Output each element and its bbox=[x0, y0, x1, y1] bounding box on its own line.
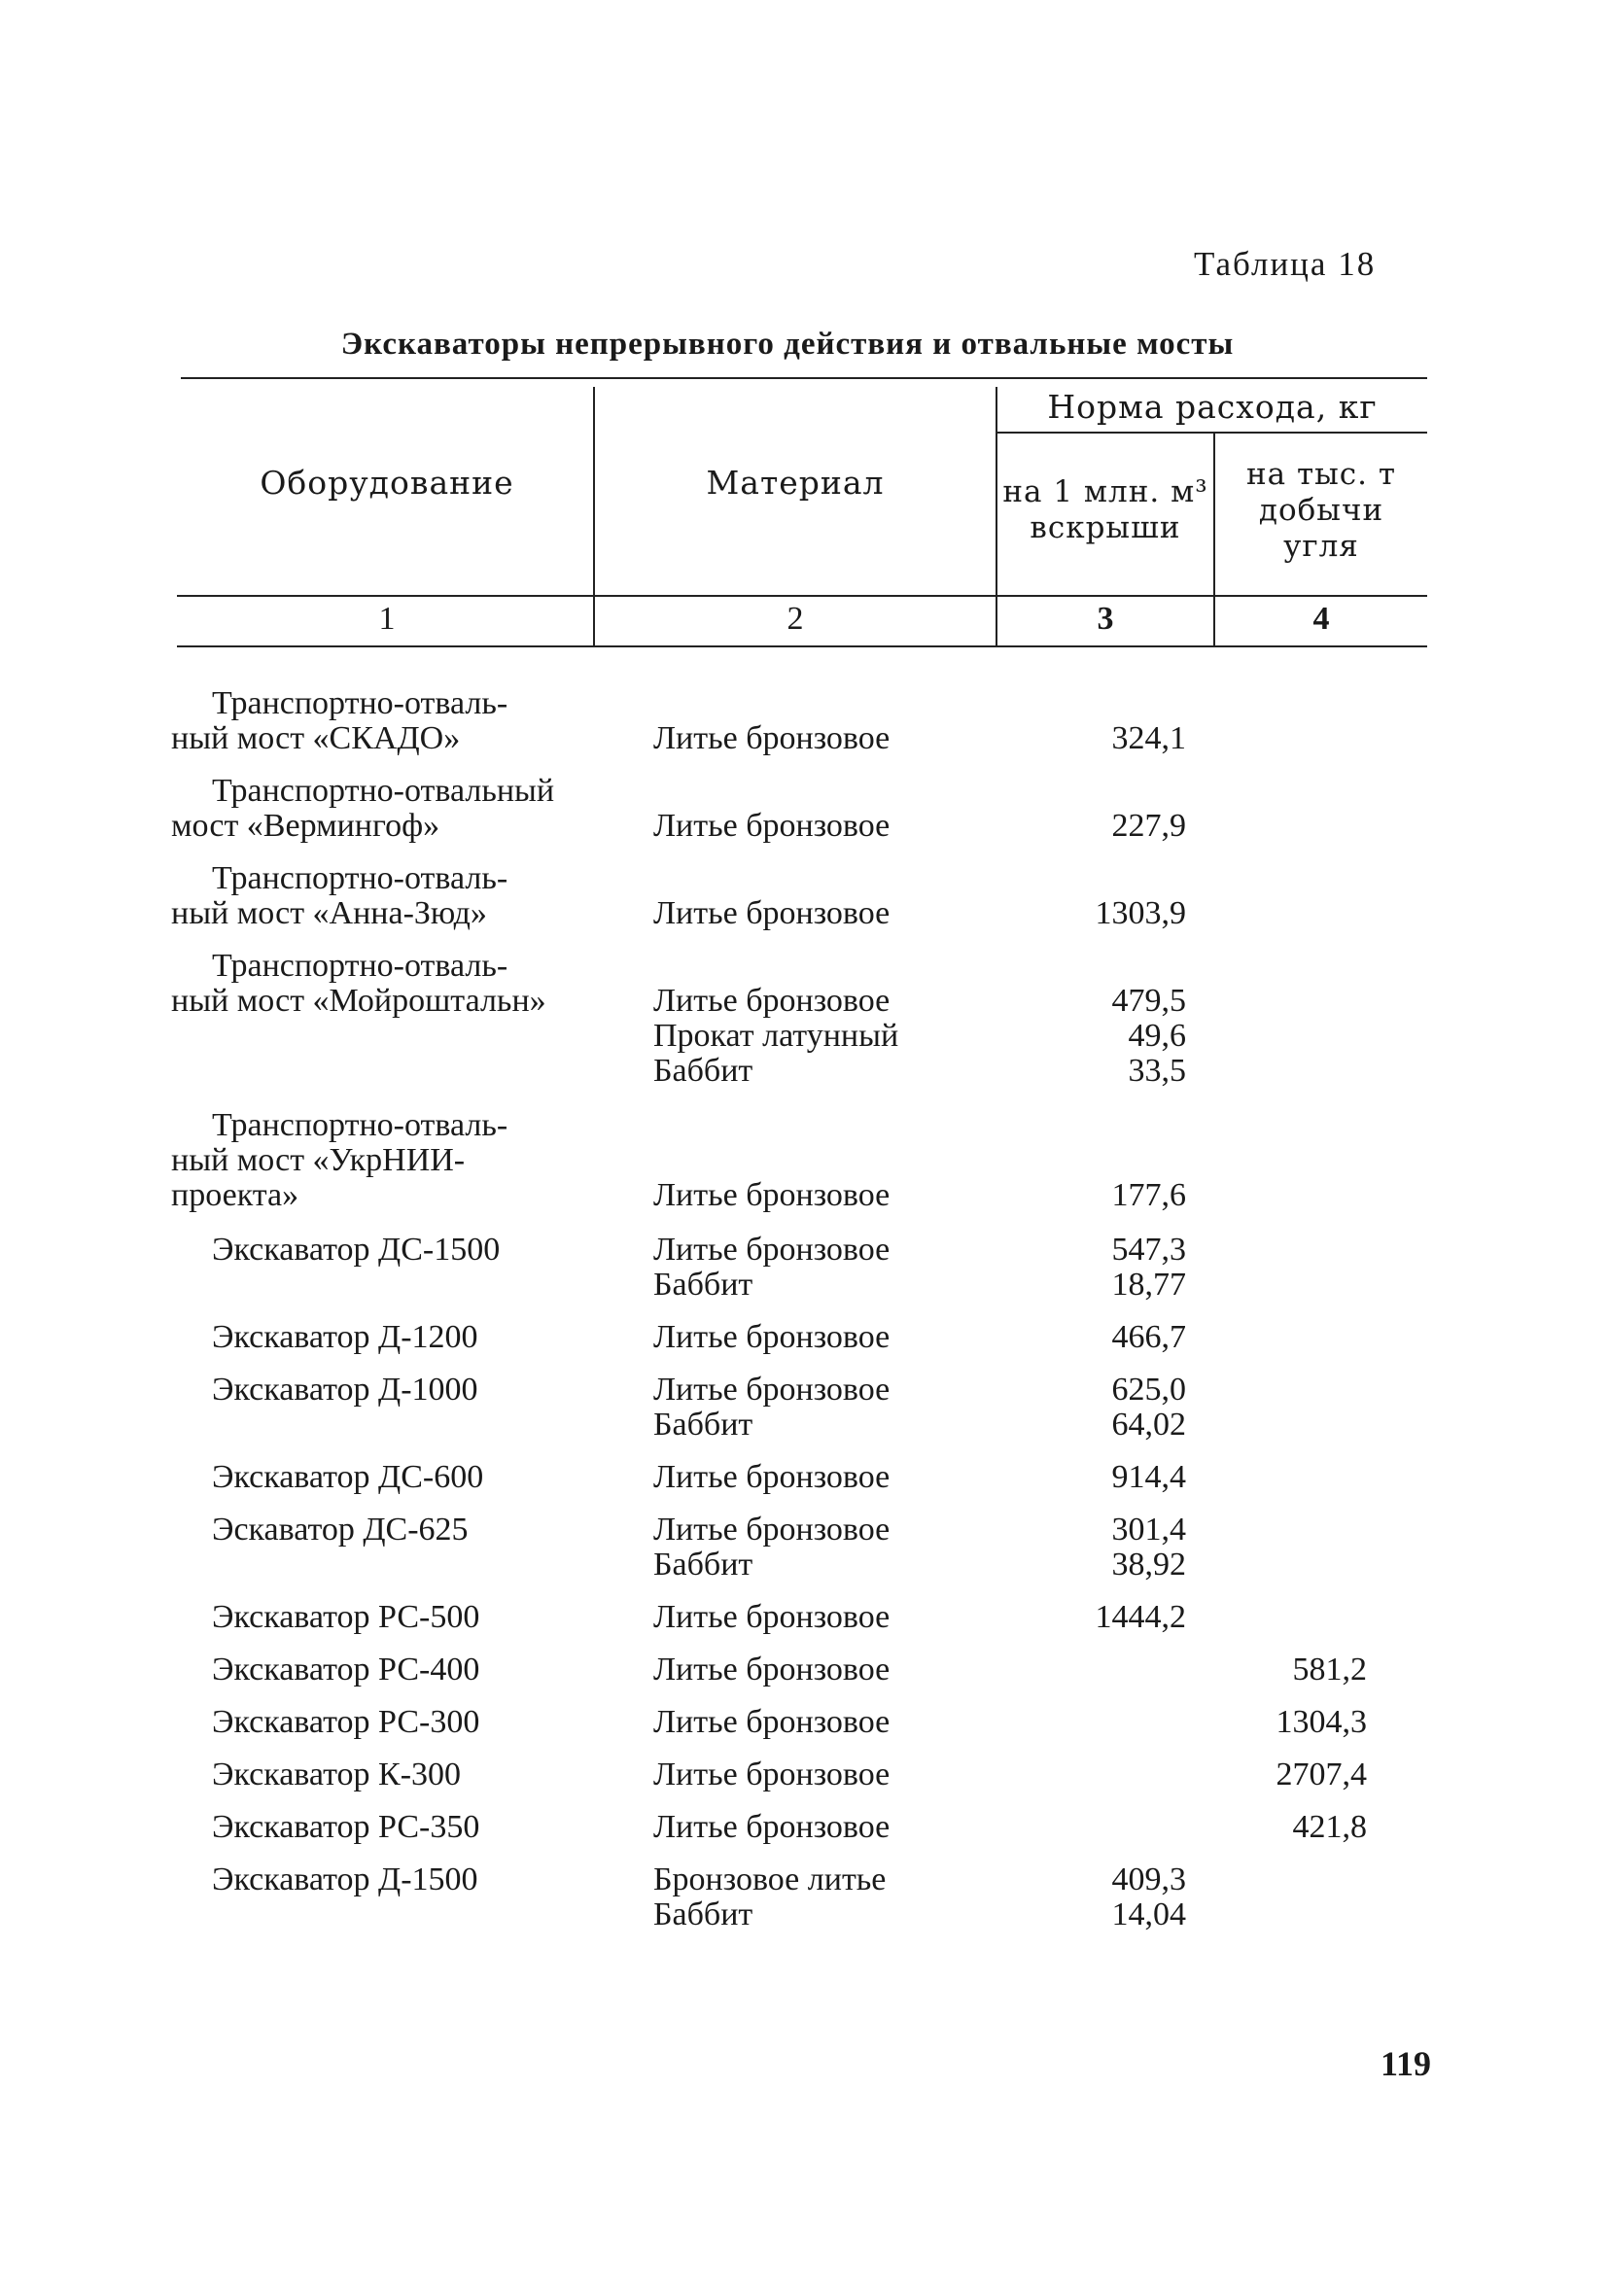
material-line: Литье бронзовое bbox=[653, 1319, 891, 1355]
equipment-line: Транспортно-отвальный bbox=[212, 773, 555, 809]
equipment-cell bbox=[171, 1705, 599, 1740]
norm-value: 1444,2 bbox=[1095, 1599, 1186, 1635]
rule-group bbox=[997, 432, 1427, 434]
norm-value: 14,04 bbox=[1111, 1896, 1186, 1932]
table-title: Экскаваторы непрерывного действия и отвальные мосты bbox=[340, 327, 1235, 362]
equipment-cell bbox=[171, 861, 599, 931]
header-material: Материал bbox=[706, 464, 885, 502]
material-line: Литье бронзовое bbox=[653, 1459, 891, 1495]
equipment-line: Экскаватор РС-500 bbox=[212, 1599, 480, 1635]
norm-per-thousand-t-cell bbox=[1215, 1705, 1367, 1740]
equipment-line: Экскаватор РС-400 bbox=[212, 1652, 480, 1687]
equipment-cell bbox=[171, 1373, 599, 1408]
material-cell bbox=[653, 984, 898, 1089]
equipment-line: ный мост «УкрНИИ- bbox=[171, 1142, 466, 1178]
equipment-cell bbox=[171, 1460, 599, 1495]
norm-per-mln-m3-cell bbox=[1011, 1513, 1186, 1583]
norm-per-mln-m3-cell bbox=[1011, 1862, 1186, 1932]
header-col3-line1: на 1 млн. м³ bbox=[1002, 474, 1208, 509]
equipment-line: Экскаватор ДС-1500 bbox=[212, 1232, 501, 1268]
norm-value: 479,5 bbox=[1111, 983, 1186, 1019]
page-number: 119 bbox=[1381, 2044, 1432, 2083]
equipment-line: проекта» bbox=[171, 1177, 299, 1213]
equipment-line: Транспортно-отваль- bbox=[212, 948, 508, 984]
norm-value: 324,1 bbox=[1111, 720, 1186, 756]
norm-per-mln-m3-cell bbox=[1011, 1178, 1186, 1213]
material-line: Литье бронзовое bbox=[653, 895, 891, 931]
norm-value: 301,4 bbox=[1111, 1512, 1186, 1548]
norm-value: 2707,4 bbox=[1276, 1757, 1367, 1792]
rule-mid bbox=[177, 595, 1427, 597]
header-col4 bbox=[1215, 457, 1427, 565]
material-cell bbox=[653, 1757, 890, 1792]
norm-value: 49,6 bbox=[1128, 1018, 1186, 1054]
equipment-line: мост «Вермингоф» bbox=[171, 808, 440, 844]
equipment-cell bbox=[171, 686, 599, 756]
norm-per-thousand-t-cell bbox=[1215, 1652, 1367, 1687]
material-line: Литье бронзовое bbox=[653, 1599, 891, 1635]
material-cell bbox=[653, 1862, 886, 1932]
norm-per-mln-m3-cell bbox=[1011, 984, 1186, 1089]
norm-value: 33,5 bbox=[1128, 1053, 1186, 1089]
norm-per-mln-m3-cell bbox=[1011, 1600, 1186, 1635]
material-cell bbox=[653, 1600, 890, 1635]
material-cell bbox=[653, 1178, 890, 1213]
material-line: Баббит bbox=[653, 1896, 753, 1932]
norm-per-mln-m3-cell bbox=[1011, 1320, 1186, 1355]
material-cell bbox=[653, 809, 890, 844]
material-cell bbox=[653, 1233, 890, 1303]
material-line: Литье бронзовое bbox=[653, 1757, 891, 1792]
material-line: Баббит bbox=[653, 1267, 753, 1303]
equipment-cell bbox=[171, 1652, 599, 1687]
material-cell bbox=[653, 721, 890, 756]
material-line: Литье бронзовое bbox=[653, 1512, 891, 1548]
equipment-cell bbox=[171, 1810, 599, 1845]
equipment-line: Экскаватор ДС-600 bbox=[212, 1459, 484, 1495]
norm-value: 914,4 bbox=[1111, 1459, 1186, 1495]
material-line: Литье бронзовое bbox=[653, 1704, 891, 1740]
equipment-line: Экскаватор Д-1500 bbox=[212, 1861, 478, 1897]
material-line: Литье бронзовое bbox=[653, 1809, 891, 1845]
equipment-line: Экскаватор РС-350 bbox=[212, 1809, 480, 1845]
material-line: Литье бронзовое bbox=[653, 983, 891, 1019]
material-cell bbox=[653, 1373, 890, 1443]
norm-value: 547,3 bbox=[1111, 1232, 1186, 1268]
header-col4-line3: угля bbox=[1283, 529, 1359, 564]
column-number-2: 2 bbox=[787, 601, 804, 637]
material-cell bbox=[653, 1460, 890, 1495]
material-line: Прокат латунный bbox=[653, 1018, 899, 1054]
column-number-3: 3 bbox=[1097, 601, 1114, 637]
material-cell bbox=[653, 1513, 890, 1583]
norm-value: 18,77 bbox=[1111, 1267, 1186, 1303]
norm-per-thousand-t-cell bbox=[1215, 1810, 1367, 1845]
equipment-cell bbox=[171, 1233, 599, 1268]
equipment-line: Экскаватор Д-1200 bbox=[212, 1319, 478, 1355]
material-cell bbox=[653, 1652, 890, 1687]
equipment-cell bbox=[171, 1862, 599, 1897]
norm-value: 1304,3 bbox=[1276, 1704, 1367, 1740]
equipment-line: ный мост «СКАДО» bbox=[171, 720, 461, 756]
material-line: Литье бронзовое bbox=[653, 1177, 891, 1213]
equipment-line: Экскаватор РС-300 bbox=[212, 1704, 480, 1740]
norm-per-mln-m3-cell bbox=[1011, 1373, 1186, 1443]
material-cell bbox=[653, 1705, 890, 1740]
norm-value: 466,7 bbox=[1111, 1319, 1186, 1355]
equipment-line: Экскаватор К-300 bbox=[212, 1757, 462, 1792]
column-number-4: 4 bbox=[1312, 601, 1330, 637]
header-equipment: Оборудование bbox=[260, 464, 514, 502]
equipment-cell bbox=[171, 1108, 599, 1213]
norm-per-mln-m3-cell bbox=[1011, 1460, 1186, 1495]
norm-value: 177,6 bbox=[1111, 1177, 1186, 1213]
table-label: Таблица 18 bbox=[1194, 245, 1377, 283]
equipment-line: ный мост «Анна-Зюд» bbox=[171, 895, 487, 931]
header-norm-group: Норма расхода, кг bbox=[1047, 388, 1378, 426]
equipment-line: Эскаватор ДС-625 bbox=[212, 1512, 469, 1548]
material-line: Баббит bbox=[653, 1053, 753, 1089]
equipment-line: Экскаватор Д-1000 bbox=[212, 1372, 478, 1408]
column-number-1: 1 bbox=[378, 601, 396, 637]
equipment-cell bbox=[171, 774, 599, 844]
material-line: Баббит bbox=[653, 1547, 753, 1583]
rule-bottom bbox=[177, 645, 1427, 647]
norm-value: 38,92 bbox=[1111, 1547, 1186, 1583]
equipment-cell bbox=[171, 1757, 599, 1792]
material-line: Литье бронзовое bbox=[653, 808, 891, 844]
material-line: Литье бронзовое bbox=[653, 1372, 891, 1408]
material-line: Баббит bbox=[653, 1407, 753, 1443]
equipment-line: Транспортно-отваль- bbox=[212, 1107, 508, 1143]
norm-per-mln-m3-cell bbox=[1011, 809, 1186, 844]
norm-value: 409,3 bbox=[1111, 1861, 1186, 1897]
norm-value: 64,02 bbox=[1111, 1407, 1186, 1443]
material-line: Литье бронзовое bbox=[653, 720, 891, 756]
material-line: Бронзовое литье bbox=[653, 1861, 887, 1897]
equipment-line: Транспортно-отваль- bbox=[212, 685, 508, 721]
norm-per-thousand-t-cell bbox=[1215, 1757, 1367, 1792]
equipment-line: Транспортно-отваль- bbox=[212, 860, 508, 896]
header-col3 bbox=[997, 474, 1213, 546]
material-line: Литье бронзовое bbox=[653, 1652, 891, 1687]
header-col4-line1: на тыс. т bbox=[1245, 457, 1397, 492]
material-line: Литье бронзовое bbox=[653, 1232, 891, 1268]
header-col3-line2: вскрыши bbox=[1030, 510, 1181, 545]
equipment-cell bbox=[171, 1513, 599, 1548]
norm-value: 421,8 bbox=[1292, 1809, 1367, 1845]
material-cell bbox=[653, 896, 890, 931]
material-cell bbox=[653, 1810, 890, 1845]
norm-value: 581,2 bbox=[1292, 1652, 1367, 1687]
norm-value: 1303,9 bbox=[1095, 895, 1186, 931]
material-cell bbox=[653, 1320, 890, 1355]
norm-value: 227,9 bbox=[1111, 808, 1186, 844]
equipment-line: ный мост «Мойроштальн» bbox=[171, 983, 546, 1019]
norm-per-mln-m3-cell bbox=[1011, 1233, 1186, 1303]
rule-top bbox=[181, 377, 1427, 379]
header-col4-line2: добычи bbox=[1258, 493, 1384, 528]
norm-per-mln-m3-cell bbox=[1011, 721, 1186, 756]
equipment-cell bbox=[171, 949, 599, 1019]
equipment-cell bbox=[171, 1600, 599, 1635]
equipment-cell bbox=[171, 1320, 599, 1355]
norm-per-mln-m3-cell bbox=[1011, 896, 1186, 931]
norm-value: 625,0 bbox=[1111, 1372, 1186, 1408]
